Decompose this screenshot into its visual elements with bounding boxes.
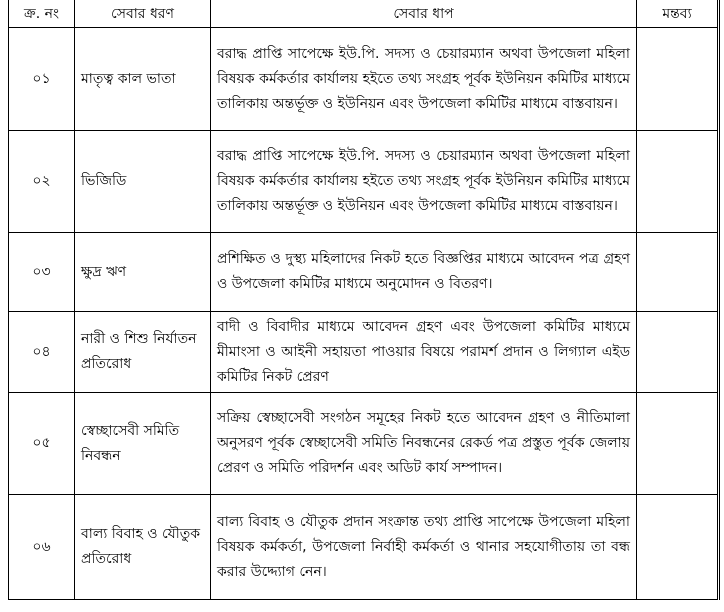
row-service-type: স্বেচ্ছাসেবী সমিতি নিবন্ধন <box>75 393 211 495</box>
row-service-steps: বাদী ও বিবাদীর মাধ্যমে আবেদন গ্রহণ এবং উপজেলা কমিটির মাধ্যমে মীমাংসা ও আইনী সহায়তা পাওয়ার বিষয়ে পরামর্শ প্রদান ও লিগ্যাল এইড কমিটির নিকট প্রেরণ <box>211 312 637 393</box>
row-service-steps: বাল্য বিবাহ ও যৌতুক প্রদান সংক্রান্ত তথ্য প্রাপ্তি সাপেক্ষে উপজেলা মহিলা বিষয়ক কর্মকর্তা, উপজেলা নির্বাহী কর্মকর্তা ও থানার সহযোগীতায় তা বন্ধ করার উদ্দ্যোগ নেন। <box>211 495 637 600</box>
row-serial: ০২ <box>9 131 75 233</box>
row-service-steps: সক্রিয় স্বেচ্ছাসেবী সংগঠন সমূহের নিকট হতে আবেদন গ্রহণ ও নীতিমালা অনুসরণ পূর্বক স্বেচ্ছাসেবী সমিতি নিবন্ধনের রেকর্ড পত্র প্রস্তুত পূর্বক জেলায় প্রেরণ ও সমিতি পরিদর্শন এবং অডিট কার্য সম্পাদন। <box>211 393 637 495</box>
row-serial: ০৬ <box>9 495 75 600</box>
row-service-type: নারী ও শিশু নির্যাতন প্রতিরোধ <box>75 312 211 393</box>
row-remarks <box>637 495 718 600</box>
table-row <box>9 393 718 495</box>
table-row <box>9 131 718 233</box>
table-row <box>9 28 718 131</box>
row-remarks <box>637 312 718 393</box>
row-service-type: ভিজিডি <box>75 131 211 233</box>
row-service-steps: বরাদ্ধ প্রাপ্তি সাপেক্ষে ইউ.পি. সদস্য ও চেয়ারম্যান অথবা উপজেলা মহিলা বিষয়ক কর্মকর্তার কার্যালয় হইতে তথ্য সংগ্রহ পূর্বক ইউনিয়ন কমিটির মাধ্যমে তালিকায় অন্তর্ভূক্ত ও ইউনিয়ন এবং উপজেলা কমিটির মাধ্যমে বাস্তবায়ন। <box>211 131 637 233</box>
row-remarks <box>637 393 718 495</box>
row-service-steps: বরাদ্ধ প্রাপ্তি সাপেক্ষে ইউ.পি. সদস্য ও চেয়ারম্যান অথবা উপজেলা মহিলা বিষয়ক কর্মকর্তার কার্যালয় হইতে তথ্য সংগ্রহ পূর্বক ইউনিয়ন কমিটির মাধ্যমে তালিকায় অন্তর্ভূক্ত ও ইউনিয়ন এবং উপজেলা কমিটির মাধ্যমে বাস্তবায়ন। <box>211 28 637 131</box>
row-service-type: মাতৃত্ব কাল ভাতা <box>75 28 211 131</box>
header-service-steps: সেবার ধাপ <box>211 0 637 28</box>
row-serial: ০১ <box>9 28 75 131</box>
header-remarks: মন্তব্য <box>637 0 718 28</box>
row-service-steps: প্রশিক্ষিত ও দুস্থ্য মহিলাদের নিকট হতে বিজ্ঞপ্তির মাধ্যমে আবেদন পত্র গ্রহণ ও উপজেলা কমিটির মাধ্যমে অনুমোদন ও বিতরণ। <box>211 233 637 312</box>
header-service-type: সেবার ধরণ <box>75 0 211 28</box>
row-serial: ০৩ <box>9 233 75 312</box>
table-row <box>9 312 718 393</box>
services-table <box>8 0 718 600</box>
row-remarks <box>637 131 718 233</box>
row-service-type: ক্ষুদ্র ঋণ <box>75 233 211 312</box>
page-edge-line <box>719 0 720 600</box>
services-table-container <box>8 0 718 600</box>
header-serial: ক্র. নং <box>9 0 75 28</box>
row-remarks <box>637 233 718 312</box>
table-row <box>9 495 718 600</box>
row-serial: ০৪ <box>9 312 75 393</box>
row-service-type: বাল্য বিবাহ ও যৌতুক প্রতিরোধ <box>75 495 211 600</box>
table-header-row <box>9 0 718 28</box>
table-row <box>9 233 718 312</box>
row-remarks <box>637 28 718 131</box>
row-serial: ০৫ <box>9 393 75 495</box>
